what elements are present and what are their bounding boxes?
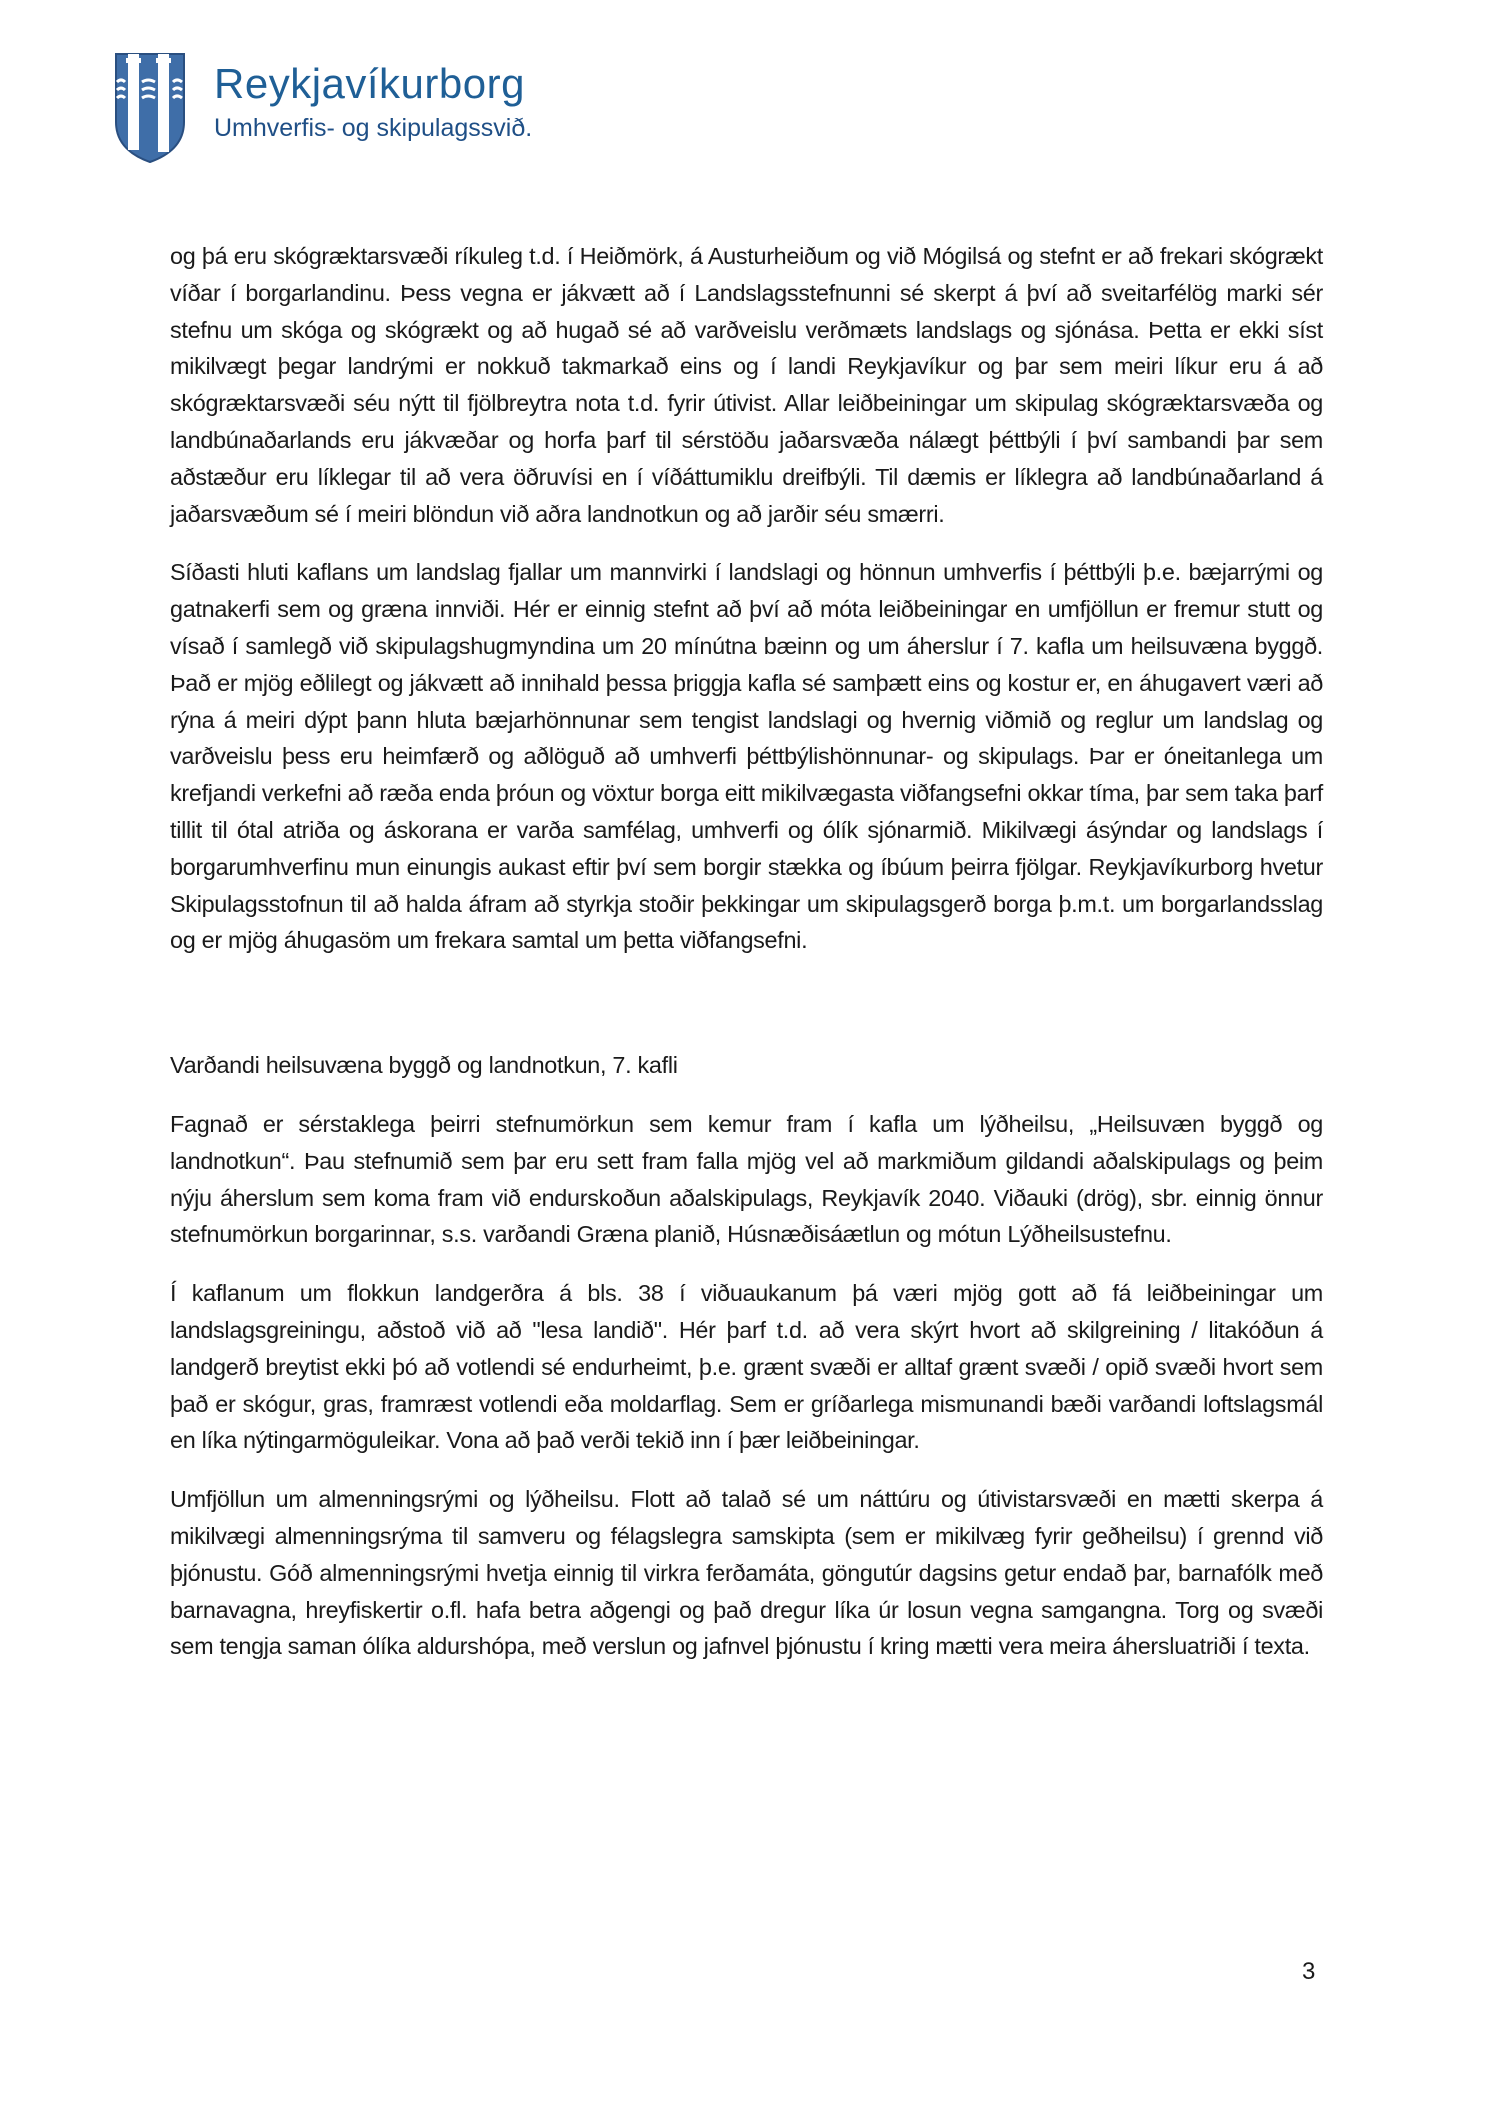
paragraph: Í kaflanum um flokkun landgerðra á bls. 38 í viðuaukanum þá væri mjög gott að fá leiðbeiningar um landslagsgreiningu, aðstoð við að "lesa landið". Hér þarf t.d. að vera skýrt hvort að skilgreining / litakóðun á landgerð breytist ekki þó að votlendi sé endurheimt, þ.e. grænt svæði er alltaf grænt svæði / opið svæði hvort sem það er skógur, gras, framræst votlendi eða moldarflag. Sem er gríðarlega mismunandi bæði varðandi loftslagsmál en líka nýtingarmöguleikar. Vona að það verði tekið inn í þær leiðbeiningar. <box>170 1280 1323 1454</box>
paragraph: Umfjöllun um almenningsrými og lýðheilsu. Flott að talað sé um náttúru og útivistarsvæði en mætti skerpa á mikilvægi almenningsrýma til samveru og félagslegra samskipta (sem er mikilvæg fyrir geðheilsu) í grennd við þjónustu. Góð almenningsrými hvetja einnig til virkra ferðamáta, göngutúr dagsins getur endað þar, barnafólk með barnavagna, hreyfiskertir o.fl. hafa betra aðgengi og það dregur líka úr losun vegna samgangna. Torg og svæði sem tengja saman ólíka aldurshópa, með verslun og jafnvel þjónustu í kring mætti vera meira áhersluatriði í texta. <box>170 1486 1323 1660</box>
paragraph: og þá eru skógræktarsvæði ríkuleg t.d. í Heiðmörk, á Austurheiðum og við Mógilsá og stefnt er að frekari skógrækt víðar í borgarlandinu. Þess vegna er jákvætt að í Landslagsstefnunni sé skerpt á því að sveitarfélög marki sér stefnu um skóga og skógrækt og að hugað sé að varðveislu verðmæts landslags og sjónása. Þetta er ekki síst mikilvægt þegar landrými er nokkuð takmarkað eins og í landi Reykjavíkur og þar sem meiri líkur eru á að skógræktarsvæði séu nýtt til fjölbreytra nota t.d. fyrir útivist. Allar leiðbeiningar um skipulag skógræktarsvæða og landbúnaðarlands eru jákvæðar og horfa þarf til sérstöðu jaðarsvæða nálægt þéttbýli í því sambandi þar sem aðstæður eru líklegar til að vera öðruvísi en í víðáttumiklu dreifbýli. Til dæmis er líklegra að landbúnaðarland á jaðarsvæðum sé í meiri blöndun við aðra landnotkun og að jarðir séu smærri. <box>170 243 1323 527</box>
letterhead-logo <box>114 52 532 164</box>
paragraph: Fagnað er sérstaklega þeirri stefnumörkun sem kemur fram í kafla um lýðheilsu, „Heilsuvæn byggð og landnotkun“. Þau stefnumið sem þar eru sett fram falla mjög vel að markmiðum gildandi aðalskipulags og þeim nýju áherslum sem koma fram við endurskoðun aðalskipulags, Reykjavík 2040. Viðauki (drög), sbr. einnig önnur stefnumörkun borgarinnar, s.s. varðandi Græna planið, Húsnæðisáætlun og mótun Lýðheilsustefnu. <box>170 1110 1323 1248</box>
page-number: 3 <box>1302 1958 1316 1985</box>
section-heading: Varðandi heilsuvæna byggð og landnotkun, 7. kafli <box>170 1052 678 1079</box>
reykjavik-coat-of-arms-icon <box>114 52 186 164</box>
department-name: Umhverfis- og skipulagssvið. <box>214 114 533 142</box>
organization-name: Reykjavíkurborg <box>214 60 525 107</box>
paragraph: Síðasti hluti kaflans um landslag fjallar um mannvirki í landslagi og hönnun umhverfis í þéttbýli þ.e. bæjarrými og gatnakerfi sem og græna innviði. Hér er einnig stefnt að því að móta leiðbeiningar en umfjöllun er fremur stutt og vísað í samlegð við skipulagshugmyndina um 20 mínútna bæinn og um áherslur í 7. kafla um heilsuvæna byggð. Það er mjög eðlilegt og jákvætt að innihald þessa þriggja kafla sé samþætt eins og kostur er, en áhugavert væri að rýna á meiri dýpt þann hluta bæjarhönnunar sem tengist landslagi og hvernig viðmið og reglur um landslag og varðveislu þess eru heimfærð og aðlöguð að umhverfi þéttbýlishönnunar- og skipulags. Þar er óneitanlega um krefjandi verkefni að ræða enda þróun og vöxtur borga eitt mikilvægasta viðfangsefni okkar tíma, þar sem taka þarf tillit til ótal atriða og áskorana er varða samfélag, umhverfi og ólík sjónarmið. Mikilvægi ásýndar og landslags í borgarumhverfinu mun einungis aukast eftir því sem borgir stækka og íbúum þeirra fjölgar. Reykjavíkurborg hvetur Skipulagsstofnun til að halda áfram að styrkja stoðir þekkingar um skipulagsgerð borga þ.m.t. um borgarlandsslag og er mjög áhugasöm um frekara samtal um þetta viðfangsefni. <box>170 559 1323 954</box>
letter-body <box>170 238 1323 1687</box>
